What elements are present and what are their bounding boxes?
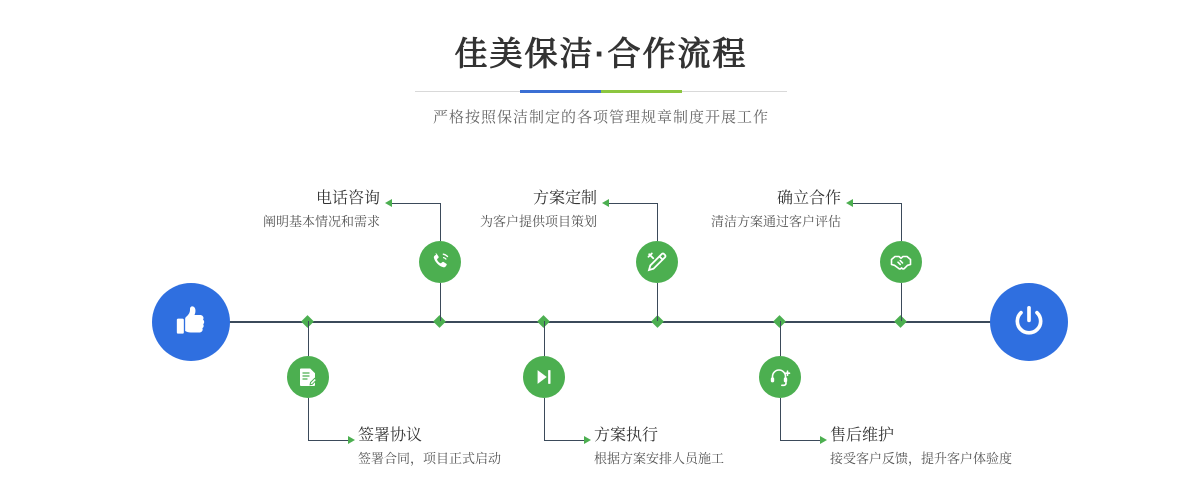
pencil-ruler-icon [645,250,669,274]
step-desc-2: 签署合同，项目正式启动 [358,451,502,466]
step-arrow-3 [602,199,609,207]
step-icon-5 [880,241,922,283]
step-desc-6: 接受客户反馈，提升客户体验度 [830,451,1013,466]
step-desc-4: 根据方案安排人员施工 [594,451,725,466]
page-subtitle: 严格按照保洁制定的各项管理规章制度开展工作 [432,109,769,126]
step-leader-2 [308,440,348,441]
step-icon-3 [636,241,678,283]
step-leader-3 [609,203,657,204]
step-connector-5-down [901,283,902,321]
step-connector-3-down [657,283,658,321]
step-label-4 [594,425,724,469]
step-arrow-4 [584,436,591,444]
power-icon [1009,302,1049,342]
step-label-6 [830,425,1012,469]
step-desc-5: 清洁方案通过客户评估 [710,214,841,229]
step-connector-6-up [780,321,781,356]
step-arrow-2 [348,436,355,444]
timeline-start-badge [152,283,230,361]
step-label-1 [254,188,380,232]
step-connector-3-up [657,203,658,241]
step-connector-1-down [440,283,441,321]
step-label-3 [462,188,597,232]
step-icon-2 [287,356,329,398]
step-connector-1-up [440,203,441,241]
step-title-1: 电话咨询 [315,190,380,207]
step-connector-2-down [308,398,309,440]
phone-call-icon [428,250,452,274]
step-title-6: 售后维护 [830,427,895,444]
step-arrow-1 [385,199,392,207]
step-icon-1 [419,241,461,283]
header [0,32,1202,127]
step-leader-1 [392,203,440,204]
step-leader-5 [853,203,901,204]
step-title-5: 确立合作 [776,190,841,207]
timeline-end-badge [990,283,1068,361]
divider-accent [520,90,682,93]
play-forward-icon [533,366,555,388]
page-title: 佳美保洁·合作流程 [454,35,748,72]
headset-support-icon [768,365,792,389]
step-desc-1: 阐明基本情况和需求 [262,214,380,229]
step-leader-4 [544,440,584,441]
document-edit-icon [296,365,320,389]
handshake-icon [889,250,913,274]
title-divider [0,86,1202,98]
step-desc-3: 为客户提供项目策划 [479,214,597,229]
step-arrow-6 [820,436,827,444]
step-connector-5-up [901,203,902,241]
thumbs-up-icon [171,302,211,342]
step-label-2 [358,425,501,469]
step-connector-2-up [308,321,309,356]
step-connector-6-down [780,398,781,440]
step-icon-6 [759,356,801,398]
step-title-2: 签署协议 [358,427,423,444]
step-title-4: 方案执行 [594,427,659,444]
step-connector-4-up [544,321,545,356]
step-connector-4-down [544,398,545,440]
step-label-5 [706,188,841,232]
step-leader-6 [780,440,820,441]
step-title-3: 方案定制 [532,190,597,207]
step-arrow-5 [846,199,853,207]
step-icon-4 [523,356,565,398]
